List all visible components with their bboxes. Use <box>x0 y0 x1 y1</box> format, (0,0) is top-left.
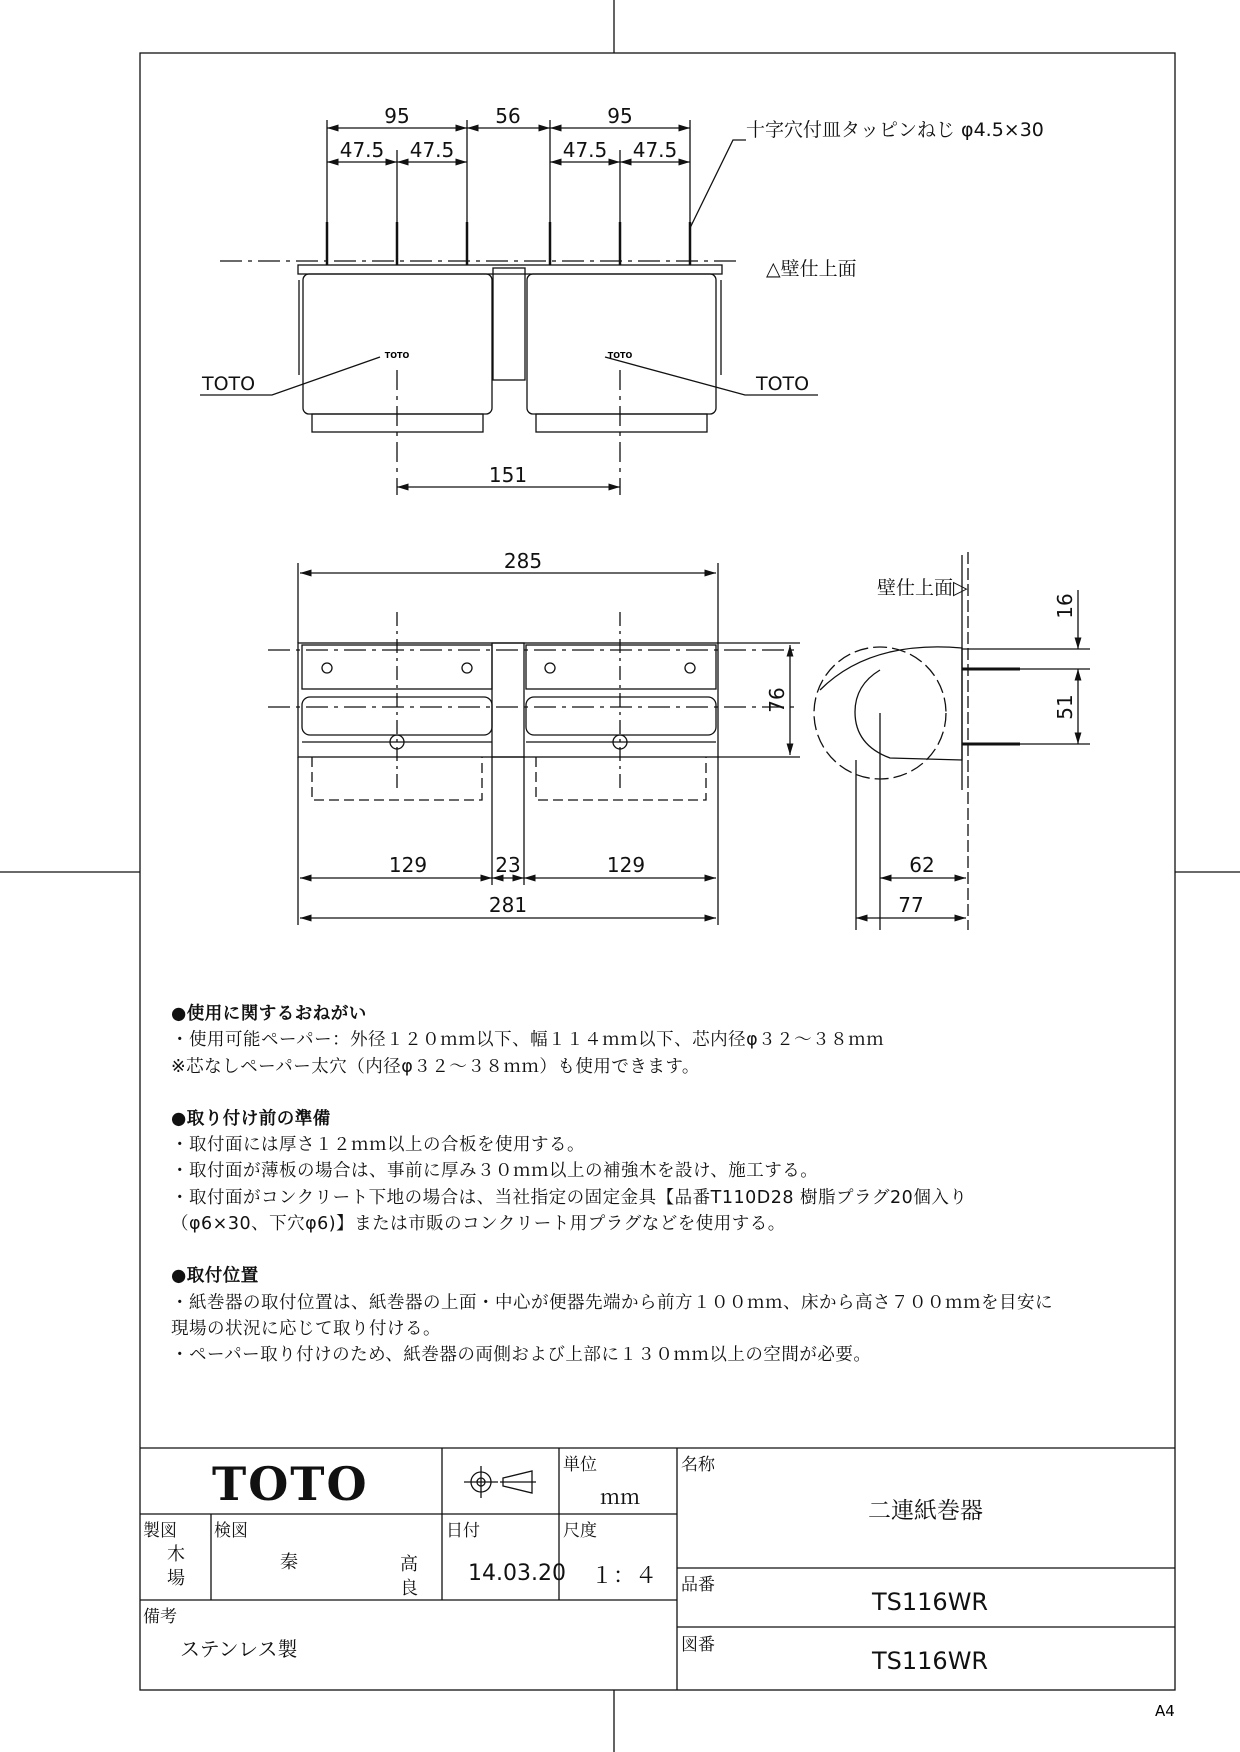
dim-62: 62 <box>909 853 935 877</box>
dim-47-5-c: 47.5 <box>562 138 608 162</box>
projection-symbol <box>464 1466 536 1498</box>
dim-76: 76 <box>765 687 789 713</box>
drawing-frame <box>140 53 1175 1690</box>
note-usage-line-2: ※芯なしペーパー太穴（内径φ３２～３８ｍｍ）も使用できます。 <box>171 1056 700 1077</box>
top-view <box>200 120 818 495</box>
dim-77: 77 <box>898 893 924 917</box>
dim-47-5-b: 47.5 <box>409 138 455 162</box>
drafted-name-1: 木 <box>167 1544 185 1565</box>
dim-151: 151 <box>488 463 528 487</box>
checked-label: 検図 <box>214 1521 248 1541</box>
sheet-size: A4 <box>1155 1702 1175 1720</box>
note-prep-line-4: （φ6×30、下穴φ6)】または市販のコンクリート用プラグなどを使用する。 <box>171 1214 786 1235</box>
product-name: 二連紙巻器 <box>868 1498 983 1524</box>
dim-16: 16 <box>1053 593 1077 619</box>
part-number: TS116WR <box>872 1588 989 1616</box>
note-prep-line-3: ・取付面がコンクリート下地の場合は、当社指定の固定金具【品番T110D28 樹脂プラグ20個入り <box>171 1187 968 1208</box>
brand-label-right: TOTO <box>756 373 810 395</box>
mini-logo-left: TOTO <box>384 351 410 360</box>
toto-logo: TOTO <box>212 1457 369 1511</box>
name-label: 名称 <box>681 1455 715 1475</box>
dim-47-5-a: 47.5 <box>339 138 385 162</box>
drawing-number: TS116WR <box>872 1647 989 1675</box>
dim-95-right: 95 <box>607 104 633 128</box>
wall-surface-label-top: △壁仕上面 <box>766 258 857 280</box>
dim-95-left: 95 <box>384 104 410 128</box>
remarks-value: ステンレス製 <box>180 1637 298 1661</box>
drafted-name-2: 場 <box>167 1568 185 1589</box>
side-view <box>814 552 1090 930</box>
part-label: 品番 <box>681 1575 715 1595</box>
unit-label: 単位 <box>563 1455 597 1475</box>
note-prep-line-1: ・取付面には厚さ１２ｍｍ以上の合板を使用する。 <box>171 1135 585 1156</box>
wall-surface-label-side: 壁仕上面▷ <box>877 577 968 599</box>
front-view <box>268 563 800 925</box>
dim-129-right: 129 <box>606 853 646 877</box>
note-prep-line-2: ・取付面が薄板の場合は、事前に厚み３０ｍｍ以上の補強木を設け、施工する。 <box>171 1161 819 1182</box>
mounting-screws <box>327 222 690 265</box>
scale-value: １：４ <box>591 1564 658 1589</box>
dim-285: 285 <box>503 549 543 573</box>
brand-label-left: TOTO <box>202 373 256 395</box>
drafted-label: 製図 <box>143 1521 177 1541</box>
dim-281: 281 <box>488 893 528 917</box>
usage-notes <box>171 1001 1131 1369</box>
dim-129-left: 129 <box>388 853 428 877</box>
checked-name-1: 秦 <box>280 1552 298 1573</box>
scale-label: 尺度 <box>563 1521 597 1541</box>
note-usage-title: ●使用に関するおねがい <box>171 1004 367 1024</box>
screw-label: 十字穴付皿タッピンねじ φ4.5×30 <box>746 119 1044 141</box>
holder-side-profile <box>820 647 962 760</box>
dim-51: 51 <box>1053 694 1077 720</box>
dim-47-5-d: 47.5 <box>632 138 678 162</box>
dim-56: 56 <box>495 104 521 128</box>
date-label: 日付 <box>446 1521 480 1541</box>
mini-logo-right: TOTO <box>607 351 633 360</box>
checked-name-2: 高 <box>400 1554 418 1575</box>
unit-value: ｍｍ <box>600 1485 640 1509</box>
note-usage-line-1: ・使用可能ペーパー：外径１２０ｍｍ以下、幅１１４ｍｍ以下、芯内径φ３２～３８ｍｍ <box>171 1030 885 1051</box>
note-position-line-3: ・ペーパー取り付けのため、紙巻器の両側および上部に１３０ｍｍ以上の空間が必要。 <box>171 1345 872 1366</box>
dim-23: 23 <box>495 853 521 877</box>
note-prep-title: ●取り付け前の準備 <box>171 1108 331 1129</box>
note-position-title: ●取付位置 <box>171 1266 259 1287</box>
drawing-number-label: 図番 <box>681 1635 715 1655</box>
checked-name-3: 良 <box>400 1578 418 1599</box>
remarks-label: 備考 <box>143 1607 177 1627</box>
note-position-line-2: 現場の状況に応じて取り付ける。 <box>171 1318 441 1339</box>
note-position-line-1: ・紙巻器の取付位置は、紙巻器の上面・中心が便器先端から前方１００ｍｍ、床から高さ７００ｍｍを目安に <box>171 1292 1053 1313</box>
date-value: 14.03.20 <box>468 1561 566 1586</box>
